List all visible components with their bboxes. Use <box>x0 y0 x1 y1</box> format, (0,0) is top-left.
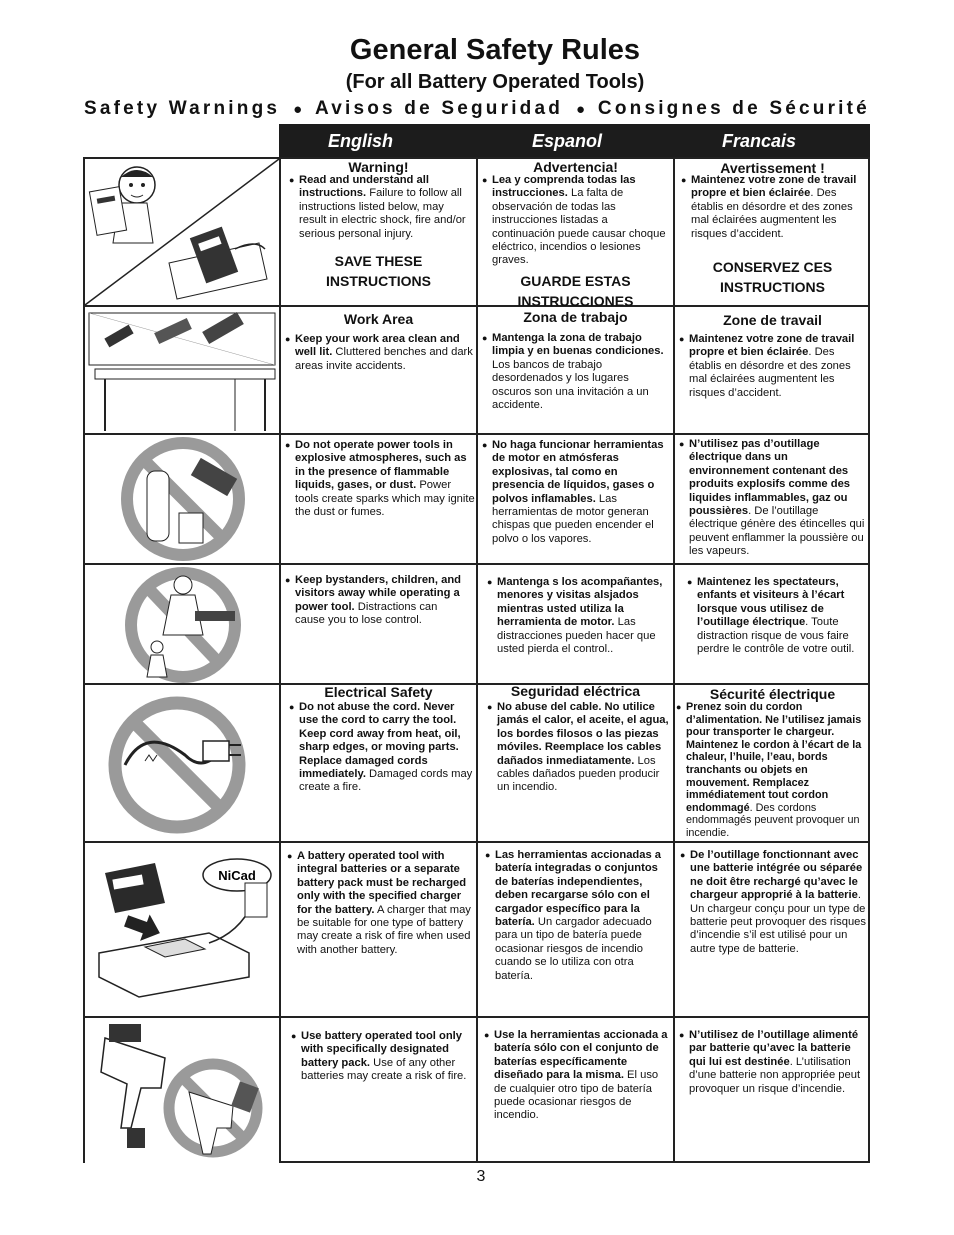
bold-text: Maintenez votre zone de travail propre et bien éclairée <box>689 333 855 359</box>
bullet-icon: ● <box>679 334 685 344</box>
save-instructions: SAVE THESE INSTRUCTIONS <box>326 253 431 289</box>
workbench-illustration <box>85 307 279 433</box>
bullet-icon: ● <box>289 175 295 185</box>
espanol-cell <box>478 159 675 309</box>
bullet-icon: ● <box>285 440 291 450</box>
battery-charger-illustration <box>85 843 279 1016</box>
no-bystanders-illustration <box>85 565 279 683</box>
rule-text <box>680 849 868 956</box>
bold-text: Las herramientas accionadas a batería integradas o conjuntos de baterías independientes, deben recargarse sólo con el cargador específico para la batería. <box>495 849 662 929</box>
save-instructions: CONSERVEZ CES INSTRUCTIONS <box>712 259 833 295</box>
warnings-en: Safety Warnings <box>84 98 281 119</box>
table-row <box>85 1018 868 1163</box>
espanol-cell <box>478 565 675 683</box>
cord-abuse-illustration <box>85 685 279 841</box>
bullet-icon: ● <box>285 334 291 344</box>
warning-title: Avertissement ! <box>720 160 825 176</box>
column-english: English <box>328 131 394 151</box>
rule-text <box>287 850 475 957</box>
body-text: Las distracciones pueden hacer que usted pierda el control.. <box>497 616 656 656</box>
image-cell <box>85 565 281 683</box>
page-number: 3 <box>476 1168 486 1185</box>
rule-text <box>679 1029 867 1096</box>
rule-text <box>291 1030 475 1084</box>
english-cell <box>281 307 478 433</box>
body-text: . Des cordons endommagés peuvent provoquer un incendie. <box>686 801 860 839</box>
rule-text <box>679 438 869 559</box>
body-text: A charger that may be suitable for one type of battery may create a risk of fire when used with another battery. <box>297 903 471 956</box>
rule-text <box>487 701 673 795</box>
espanol-cell <box>478 843 675 1016</box>
warning-text <box>681 174 867 241</box>
bold-text: Use la herramientas accionada a batería sólo con el conjunto de baterías específicamente diseñado para la misma. <box>494 1029 668 1082</box>
rule-text <box>687 576 867 656</box>
reading-manual-illustration <box>85 159 279 305</box>
bullet-icon: ● <box>487 577 493 587</box>
francais-cell <box>675 307 870 433</box>
image-cell <box>85 307 281 433</box>
image-cell <box>85 843 281 1016</box>
bullet-icon: ● <box>681 175 687 185</box>
table-row <box>85 159 868 307</box>
body-text: Use of any other batteries may create a risk of fire. <box>301 1056 467 1083</box>
section-title: Sécurité électrique <box>709 686 836 702</box>
bold-text: Keep bystanders, children, and visitors away while operating a power tool. <box>295 574 461 613</box>
body-text: Failure to follow all instructions listed below, may result in electric shock, fire and/or serious personal injury. <box>299 187 466 240</box>
table-row <box>85 307 868 435</box>
column-header-bar <box>279 124 870 158</box>
image-cell <box>85 685 281 841</box>
body-text: Distractions can cause you to lose control. <box>295 600 438 627</box>
english-cell <box>281 435 478 563</box>
body-text: . L’utilisation d’une batterie non appropriée peut provoquer un risque d’incendie. <box>689 1055 861 1095</box>
rule-text <box>285 333 475 373</box>
english-cell <box>281 843 478 1016</box>
body-text: La falta de observación de todas las instrucciones listadas a continuación puede causar choque eléctrico, incendios o lesiones graves. <box>492 187 666 267</box>
warning-text <box>482 174 673 268</box>
section-title: Zone de travail <box>723 312 822 328</box>
rule-text <box>289 701 475 795</box>
bullet-icon: ● <box>291 1031 297 1041</box>
bold-text: De l’outillage fonctionnant avec une batterie intégrée ou séparée ne doit être rechargé qu’avec le chargeur approprié à la batterie <box>690 849 863 902</box>
body-text: Los cables dañados pueden producir un incendio. <box>497 754 660 794</box>
rule-text <box>487 576 672 656</box>
image-cell <box>85 435 281 563</box>
save-instructions: GUARDE ESTAS INSTRUCCIONES <box>517 273 634 309</box>
nailer-battery-illustration <box>85 1018 279 1161</box>
body-text: Cluttered benches and dark areas invite accidents. <box>295 346 473 372</box>
francais-cell <box>675 685 870 841</box>
separator-dot: ● <box>293 100 303 118</box>
bullet-icon: ● <box>482 440 488 450</box>
francais-cell <box>675 565 870 683</box>
bold-text: N’utilisez pas d’outillage électrique dans un environnement contenant des produits explosifs comme des liquides inflammables, gaz ou poussières <box>689 438 851 518</box>
english-cell <box>281 1018 478 1163</box>
body-text: Power tools create sparks which may ignite the dust or fumes. <box>295 479 475 519</box>
body-text: Los bancos de trabajo desordenados y los lugares oscuros son una invitación a un accidente. <box>492 358 649 412</box>
table-row <box>85 565 868 685</box>
bold-text: Mantenga s los acompañantes, menores y visitas alsjados mientras usted utiliza la herramienta de motor. <box>497 576 663 629</box>
bullet-icon: ● <box>680 850 686 860</box>
section-title: Electrical Safety <box>324 684 433 700</box>
image-cell <box>85 159 281 305</box>
francais-cell <box>675 159 870 305</box>
francais-cell <box>675 843 870 1016</box>
nicad-label: NiCad <box>218 868 256 883</box>
bullet-icon: ● <box>482 175 488 185</box>
table-row <box>85 685 868 843</box>
body-text: Las herramientas de motor generan chispas que pueden encender el polvo o los vapores. <box>492 492 654 545</box>
rule-text <box>482 439 670 546</box>
column-espanol: Espanol <box>532 131 603 151</box>
body-text: . Un chargeur conçu pour un type de batterie peut provoquer des risques d’incendie s’il est utilisé pour un autre type de batterie. <box>690 889 867 955</box>
francais-cell <box>675 1018 870 1163</box>
english-cell <box>281 159 478 305</box>
languages-bar <box>84 98 870 120</box>
espanol-cell <box>478 685 675 841</box>
rule-text <box>679 333 867 400</box>
safety-table <box>83 157 870 1163</box>
table-row <box>85 435 868 565</box>
body-text: Un cargador adecuado para un tipo de batería puede ocasionar riesgos de incendio cuando se lo utiliza con otra batería. <box>495 916 652 982</box>
bold-text: Lea y comprenda todas las instrucciones. <box>492 174 636 200</box>
bold-text: No haga funcionar herramientas de motor en atmósferas explosivas, tal como en presencia de líquidos, gases o polvos inflamables. <box>492 439 664 505</box>
section-title: Work Area <box>343 311 414 327</box>
column-francais: Francais <box>722 131 797 151</box>
warning-title: Advertencia! <box>533 159 618 175</box>
bold-text: Do not operate power tools in explosive atmospheres, such as in the presence of flammable liquids, gases, or dust. <box>295 439 467 492</box>
rule-text <box>676 701 868 840</box>
rule-text <box>285 574 470 628</box>
rule-text <box>285 439 475 519</box>
rule-text <box>485 849 673 983</box>
bold-text: Use battery operated tool only with specifically designated battery pack. <box>301 1030 463 1069</box>
separator-dot: ● <box>575 100 586 118</box>
bold-text: Maintenez les spectateurs, enfants et visiteurs à l’écart lorsque vous utilisez de l’outillage électrique <box>697 576 845 629</box>
espanol-cell <box>478 1018 675 1163</box>
bullet-icon: ● <box>687 577 693 587</box>
bold-text: Do not abuse the cord. Never use the cord to carry the tool. Keep cord away from heat, oil, sharp edges, or moving parts. Replace damaged cords immediately. <box>299 701 461 781</box>
rule-text <box>482 332 670 412</box>
body-text: El uso de cualquier otro tipo de batería puede ocasionar riesgos de incendio. <box>494 1069 659 1122</box>
section-title: Zona de trabajo <box>523 309 628 325</box>
espanol-cell <box>478 307 675 433</box>
espanol-cell <box>478 435 675 563</box>
bullet-icon: ● <box>679 1030 685 1040</box>
bullet-icon: ● <box>482 333 488 343</box>
bullet-icon: ● <box>487 702 493 712</box>
section-title: Seguridad eléctrica <box>510 683 641 699</box>
warnings-es: Avisos de Seguridad <box>315 98 564 119</box>
bold-text: Maintenez votre zone de travail propre et bien éclairée <box>691 174 857 200</box>
warnings-fr: Consignes de Sécurité <box>597 98 870 119</box>
english-cell <box>281 685 478 841</box>
bold-text: Mantenga la zona de trabajo limpia y en buenas condiciones. <box>492 332 664 358</box>
bullet-icon: ● <box>485 850 491 860</box>
body-text: . De l’outillage électrique génère des étincelles qui peuvent enflammer la poussière ou les vapeurs. <box>689 505 865 558</box>
body-text: . Des établis en désordre et des zones mal éclairées augmentent les risques d’accident. <box>691 187 853 240</box>
rule-text <box>484 1029 670 1123</box>
image-cell <box>85 1018 281 1163</box>
bold-text: Prenez soin du cordon d’alimentation. Ne l’utilisez jamais pour transporter le chargeur. Maintenez le cordon à l’écart de la chaleur, l’huile, l’eau, bords tranchants ou objets en mouvement. Remplacez immédiatement tout cordon endommagé <box>686 701 862 814</box>
page-title: General Safety Rules <box>349 34 641 66</box>
page-subtitle: (For all Battery Operated Tools) <box>345 71 645 93</box>
bold-text: N’utilisez de l’outillage alimenté par batterie qu’avec la batterie qui lui est destinée <box>689 1029 859 1068</box>
bold-text: No abuse del cable. No utilice jamás el calor, el aceite, el agua, los bordes filosos o las piezas móviles. Reemplace los cables dañados inmediatamente. <box>497 701 669 767</box>
body-text: Damaged cords may create a fire. <box>299 768 473 794</box>
bullet-icon: ● <box>285 575 291 585</box>
body-text: . Des établis en désordre et des zones mal éclairées augmentent les risques d’accident. <box>689 346 851 399</box>
warning-title: Warning! <box>348 159 409 175</box>
bold-text: Read and understand all instructions. <box>299 174 429 200</box>
body-text: . Toute distraction risque de vous faire perdre le contrôle de votre outil. <box>697 616 855 656</box>
table-row <box>85 843 868 1018</box>
bullet-icon: ● <box>484 1030 490 1040</box>
no-flammables-illustration <box>85 435 279 563</box>
bold-text: Keep your work area clean and well lit. <box>295 333 460 359</box>
bullet-icon: ● <box>289 702 295 712</box>
francais-cell <box>675 435 870 563</box>
bullet-icon: ● <box>676 702 682 712</box>
bullet-icon: ● <box>679 439 685 449</box>
bold-text: A battery operated tool with integral batteries or a separate battery pack must be recharged only with the specified charger for the battery. <box>297 850 467 916</box>
english-cell <box>281 565 478 683</box>
bullet-icon: ● <box>287 851 293 861</box>
warning-text <box>289 174 474 241</box>
